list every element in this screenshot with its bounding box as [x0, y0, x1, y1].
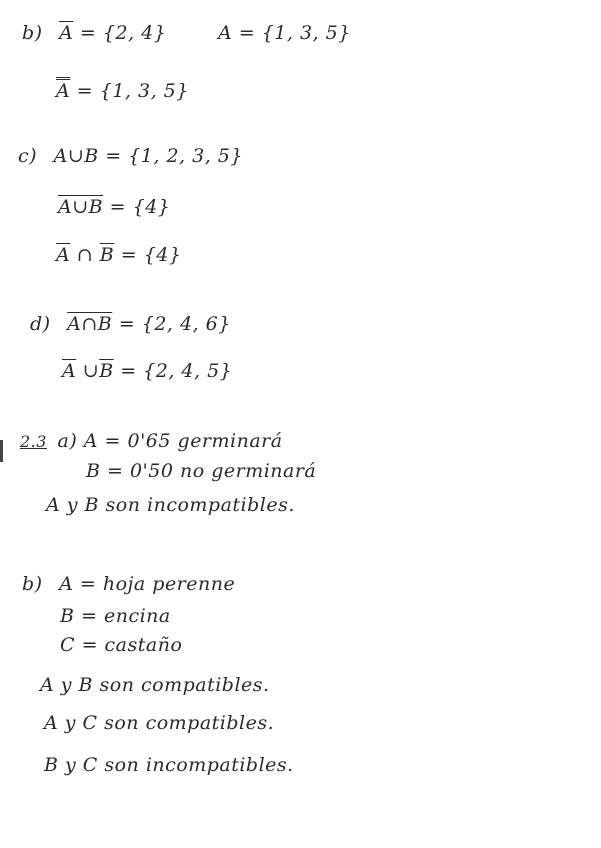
- margin-mark: [0, 440, 3, 462]
- complement-b-2: $\overline{B}$: [99, 360, 114, 382]
- item-label-b-2: b): [22, 573, 43, 595]
- line-c-union-complement: [58, 196, 170, 218]
- line-pb-c: [60, 634, 182, 656]
- intersection-value: = {4}: [114, 244, 182, 266]
- line-b-double-complement: [56, 80, 189, 102]
- complement-b: $\overline{B}$: [99, 244, 115, 266]
- intersection-operator: ∩: [70, 244, 100, 266]
- union-complement: A∪B: [58, 196, 104, 218]
- set-a-double-complement-value: = {1, 3, 5}: [70, 80, 189, 102]
- events-incompatible: A y B son incompatibles.: [46, 494, 295, 516]
- a-c-compatible: A y C son compatibles.: [44, 712, 275, 734]
- item-label-d: d): [30, 313, 51, 335]
- union-value: A∪B = {1, 2, 3, 5}: [53, 145, 243, 167]
- line-pb-ac: [44, 712, 274, 734]
- event-b-probability: B = 0'50 no germinará: [86, 460, 317, 482]
- line-d-intersection-complement: [30, 313, 231, 335]
- union-of-complements-value: = {2, 4, 5}: [113, 360, 233, 382]
- line-pb-a: [22, 573, 235, 595]
- complement-a-2: $\overline{A}$: [62, 360, 77, 382]
- line-c-intersection-of-complements: [56, 244, 181, 266]
- line-b-set-a: [218, 22, 351, 44]
- union-complement-value: = {4}: [103, 196, 171, 218]
- set-a-value: A = {1, 3, 5}: [218, 22, 351, 44]
- item-label-c: c): [18, 145, 38, 167]
- line-23-b: [86, 460, 316, 482]
- line-b-complement-a: [22, 22, 166, 44]
- set-a-complement-value: = {2, 4}: [73, 22, 167, 44]
- line-d-union-of-complements: [62, 360, 232, 382]
- line-23-conclusion: [46, 494, 295, 516]
- line-pb-bc: [44, 754, 294, 776]
- line-23-a: [20, 430, 283, 452]
- item-label-b: b): [22, 22, 43, 44]
- a-b-compatible: A y B son compatibles.: [40, 674, 270, 696]
- exercise-number: 2.3: [20, 432, 47, 451]
- set-a-complement: $\overline{A}$: [59, 22, 74, 44]
- event-b-definition: B = encina: [60, 605, 171, 627]
- line-pb-b: [60, 605, 171, 627]
- intersection-complement: A∩B: [67, 313, 113, 335]
- intersection-complement-value: = {2, 4, 6}: [112, 313, 231, 335]
- line-c-union: [18, 145, 243, 167]
- event-c-definition: C = castaño: [60, 634, 183, 656]
- line-pb-ab: [40, 674, 270, 696]
- event-a-definition: A = hoja perenne: [59, 573, 236, 595]
- set-a-double-complement: A: [56, 80, 71, 102]
- b-c-incompatible: B y C son incompatibles.: [44, 754, 294, 776]
- complement-a: $\overline{A}$: [56, 244, 71, 266]
- union-operator: ∪: [76, 360, 100, 382]
- event-a-probability: a) A = 0'65 germinará: [57, 430, 283, 452]
